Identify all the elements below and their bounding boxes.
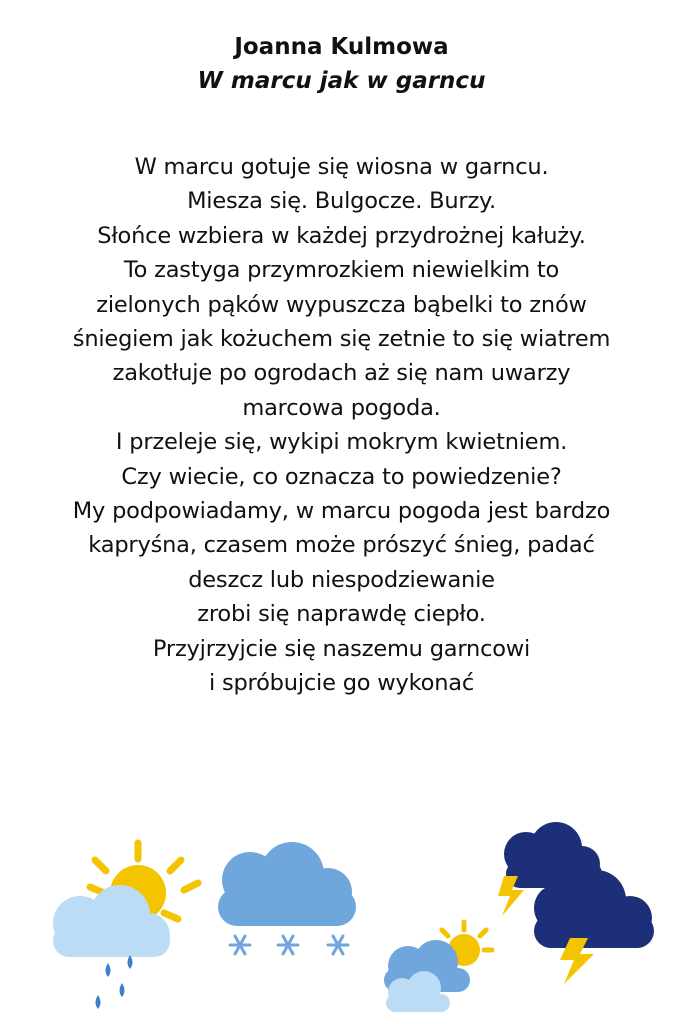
- poem-line: marcowa pogoda.: [242, 394, 441, 421]
- poem-line: śniegiem jak kożuchem się zetnie to się wiatrem: [72, 326, 611, 353]
- poem-text: [0, 150, 683, 701]
- poem-line: To zastyga przymrozkiem niewielkim to: [123, 257, 560, 284]
- poem-line: Miesza się. Bulgocze. Burzy.: [187, 188, 496, 215]
- poem-line: Przyjrzyjcie się naszemu garncowi: [152, 635, 531, 662]
- author-name: Joanna Kulmowa: [234, 34, 449, 60]
- poem-title: W marcu jak w garncu: [197, 68, 486, 94]
- poem-line: deszcz lub niespodziewanie: [188, 566, 495, 593]
- poem-line: kapryśna, czasem może prószyć śnieg, padać: [88, 532, 595, 559]
- poem-line: W marcu gotuje się wiosna w garncu.: [134, 154, 549, 180]
- poem-line: zakotłuje po ogrodach aż się nam uwarzy: [112, 360, 571, 387]
- poem-line: zielonych pąków wypuszcza bąbelki to znów: [96, 291, 587, 318]
- snow-cloud-icon: [210, 840, 370, 975]
- header: [0, 30, 683, 98]
- poem-line: I przeleje się, wykipi mokrym kwietniem.: [115, 429, 568, 456]
- sun-rain-cloud-icon: [40, 835, 215, 1020]
- poem-line: zrobi się naprawdę ciepło.: [197, 601, 486, 628]
- poem-line: Słońce wzbiera w każdej przydrożnej kałuży.: [97, 222, 586, 249]
- sun-cloud-icon: [372, 918, 497, 1018]
- poem-line: Czy wiecie, co oznacza to powiedzenie?: [121, 463, 562, 490]
- thunderstorm-icon: [488, 820, 668, 985]
- poem-line: My podpowiadamy, w marcu pogoda jest bardzo: [72, 498, 611, 525]
- poem-line: i spróbujcie go wykonać: [208, 670, 475, 697]
